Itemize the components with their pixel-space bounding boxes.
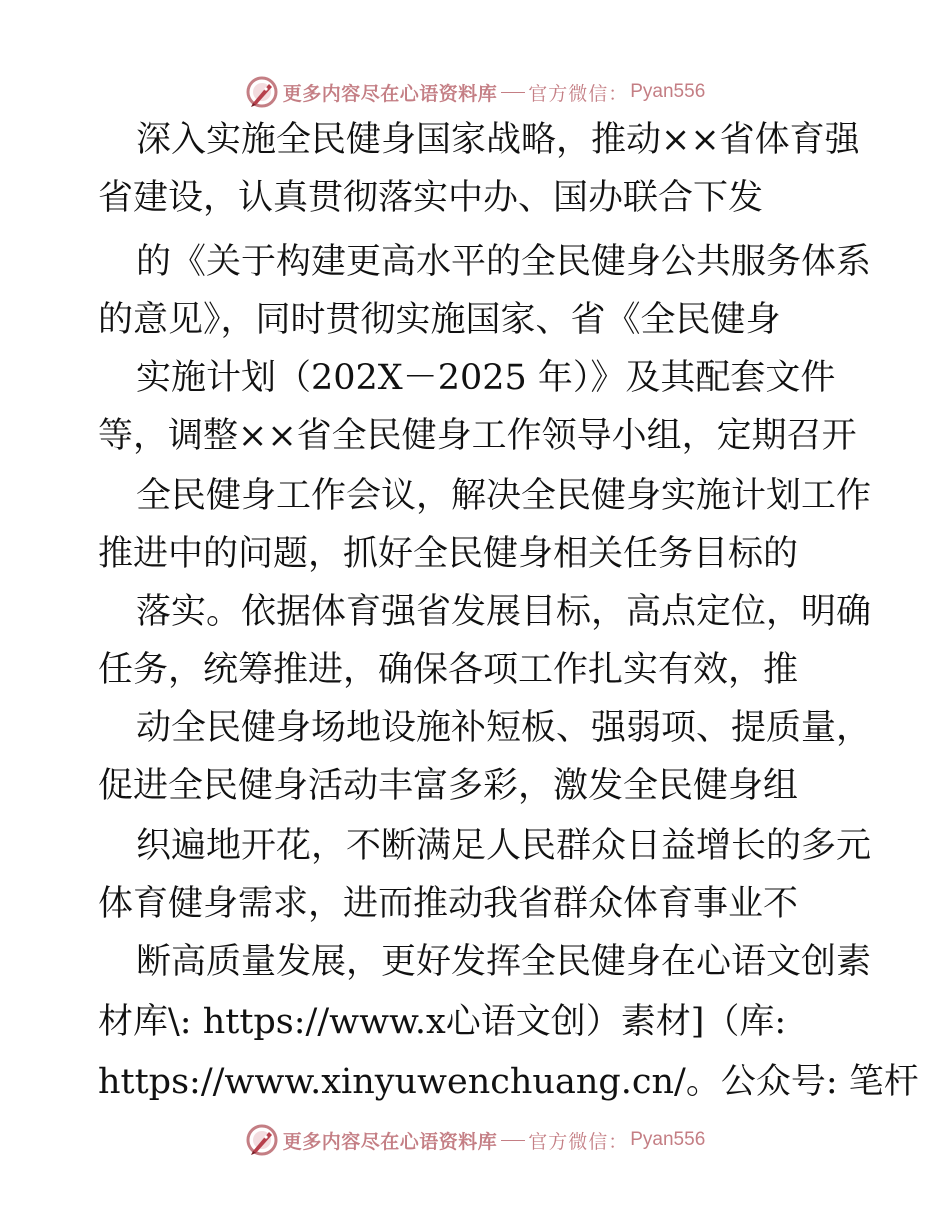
footer-watermark-banner [0, 1120, 950, 1160]
body-line: 的意见》，同时贯彻实施国家、省《全民健身 [98, 300, 781, 340]
pen-logo-icon [245, 75, 279, 109]
body-line: 等，调整××省全民健身工作领导小组，定期召开 [98, 416, 857, 456]
separator-dash [501, 92, 525, 93]
body-line: 推进中的问题，抓好全民健身相关任务目标的 [98, 534, 799, 574]
body-line: 体育健身需求，进而推动我省群众体育事业不 [98, 884, 799, 924]
promo-text: 更多内容尽在心语资料库 [282, 1130, 498, 1153]
wechat-handle: Pyan556 [630, 1129, 706, 1150]
body-line: 落实。依据体育强省发展目标，高点定位，明确 [136, 592, 872, 632]
body-line: 织遍地开花，不断满足人民群众日益增长的多元 [136, 826, 872, 866]
separator-dash [501, 1140, 525, 1141]
body-line: 动全民健身场地设施补短板、强弱项、提质量， [136, 708, 872, 748]
body-line: https://www.xinyuwenchuang.cn/。公众号: 笔杆 [98, 1062, 919, 1102]
wechat-label: 官方微信： [528, 82, 629, 105]
body-line: 促进全民健身活动丰富多彩，激发全民健身组 [98, 766, 799, 806]
body-line: 深入实施全民健身国家战略，推动××省体育强 [136, 120, 860, 160]
wechat-label: 官方微信： [528, 1130, 629, 1153]
body-line: 实施计划（202X－2025 年）》及其配套文件 [136, 358, 836, 398]
body-line: 省建设，认真贯彻落实中办、国办联合下发 [98, 178, 764, 218]
wechat-handle: Pyan556 [630, 81, 706, 102]
pen-logo-icon [245, 1123, 279, 1157]
header-watermark-banner [0, 72, 950, 112]
body-line: 的《关于构建更高水平的全民健身公共服务体系 [136, 242, 872, 282]
body-line: 材库\: https://www.x心语文创）素材]（库: [98, 1002, 787, 1042]
body-line: 断高质量发展，更好发挥全民健身在心语文创素 [136, 942, 872, 982]
body-line: 全民健身工作会议，解决全民健身实施计划工作 [136, 476, 872, 516]
body-line: 任务，统筹推进，确保各项工作扎实有效，推 [98, 650, 799, 690]
promo-text: 更多内容尽在心语资料库 [282, 82, 498, 105]
